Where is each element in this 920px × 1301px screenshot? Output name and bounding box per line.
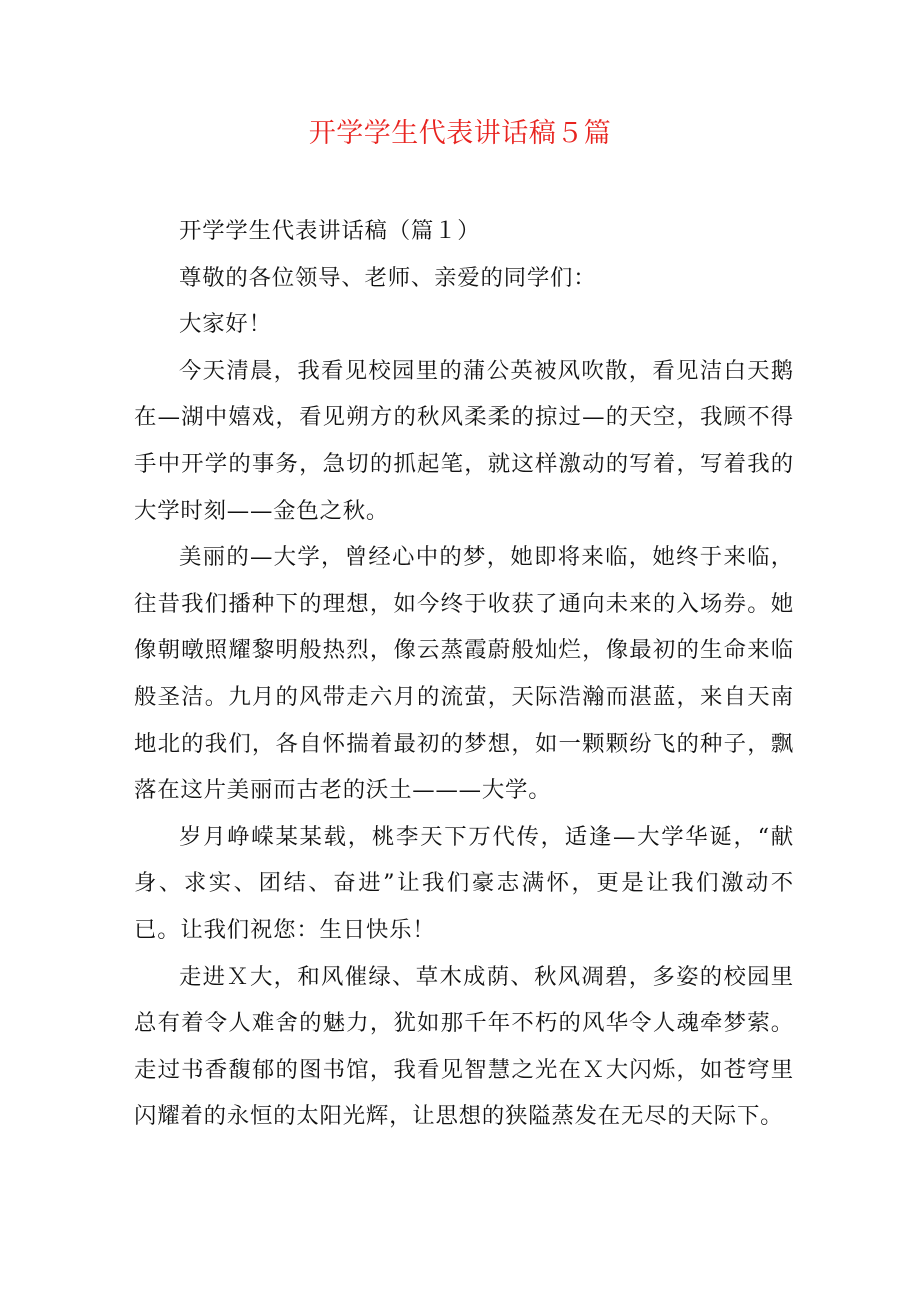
document-body [134, 208, 794, 1140]
greeting: 大家好！ [179, 311, 272, 338]
salutation: 尊敬的各位领导、老师、亲爱的同学们： [179, 264, 597, 291]
document-title: 开学学生代表讲话稿５篇 [308, 118, 612, 149]
section-heading: 开学学生代表讲话稿（篇１） [179, 218, 481, 244]
paragraph: 美丽的—大学，曾经心中的梦，她即将来临，她终于来临，往昔我们播种下的理想，如今终于收获了通向未来的入场券。她像朝暾照耀黎明般热烈，像云蒸霞蔚般灿烂，像最初的生命来临般圣洁。九月的风带走六月的流萤，天际浩瀚而湛蓝，来自天南地北的我们，各自怀揣着最初的梦想，如一颗颗纷飞的种子，飘落在这片美丽而古老的沃土———大学。 [134, 544, 794, 804]
paragraph: 今天清晨，我看见校园里的蒲公英被风吹散，看见洁白天鹅在—湖中嬉戏，看见朔方的秋风柔柔的掠过—的天空，我顾不得手中开学的事务，急切的抓起笔，就这样激动的写着，写着我的大学时刻——金色之秋。 [134, 357, 794, 524]
paragraph: 走进Ｘ大，和风催绿、草木成荫、秋风凋碧，多姿的校园里总有着令人难舍的魅力，犹如那千年不朽的风华令人魂牵梦萦。走过书香馥郁的图书馆，我看见智慧之光在Ｘ大闪烁，如苍穹里闪耀着的永恒的太阳光辉，让思想的狭隘蒸发在无尽的天际下。 [134, 963, 794, 1130]
paragraph: 岁月峥嵘某某载，桃李天下万代传，适逢—大学华诞，“献身、求实、团结、奋进”让我们豪志满怀，更是让我们激动不已。让我们祝您：生日快乐！ [134, 823, 794, 943]
